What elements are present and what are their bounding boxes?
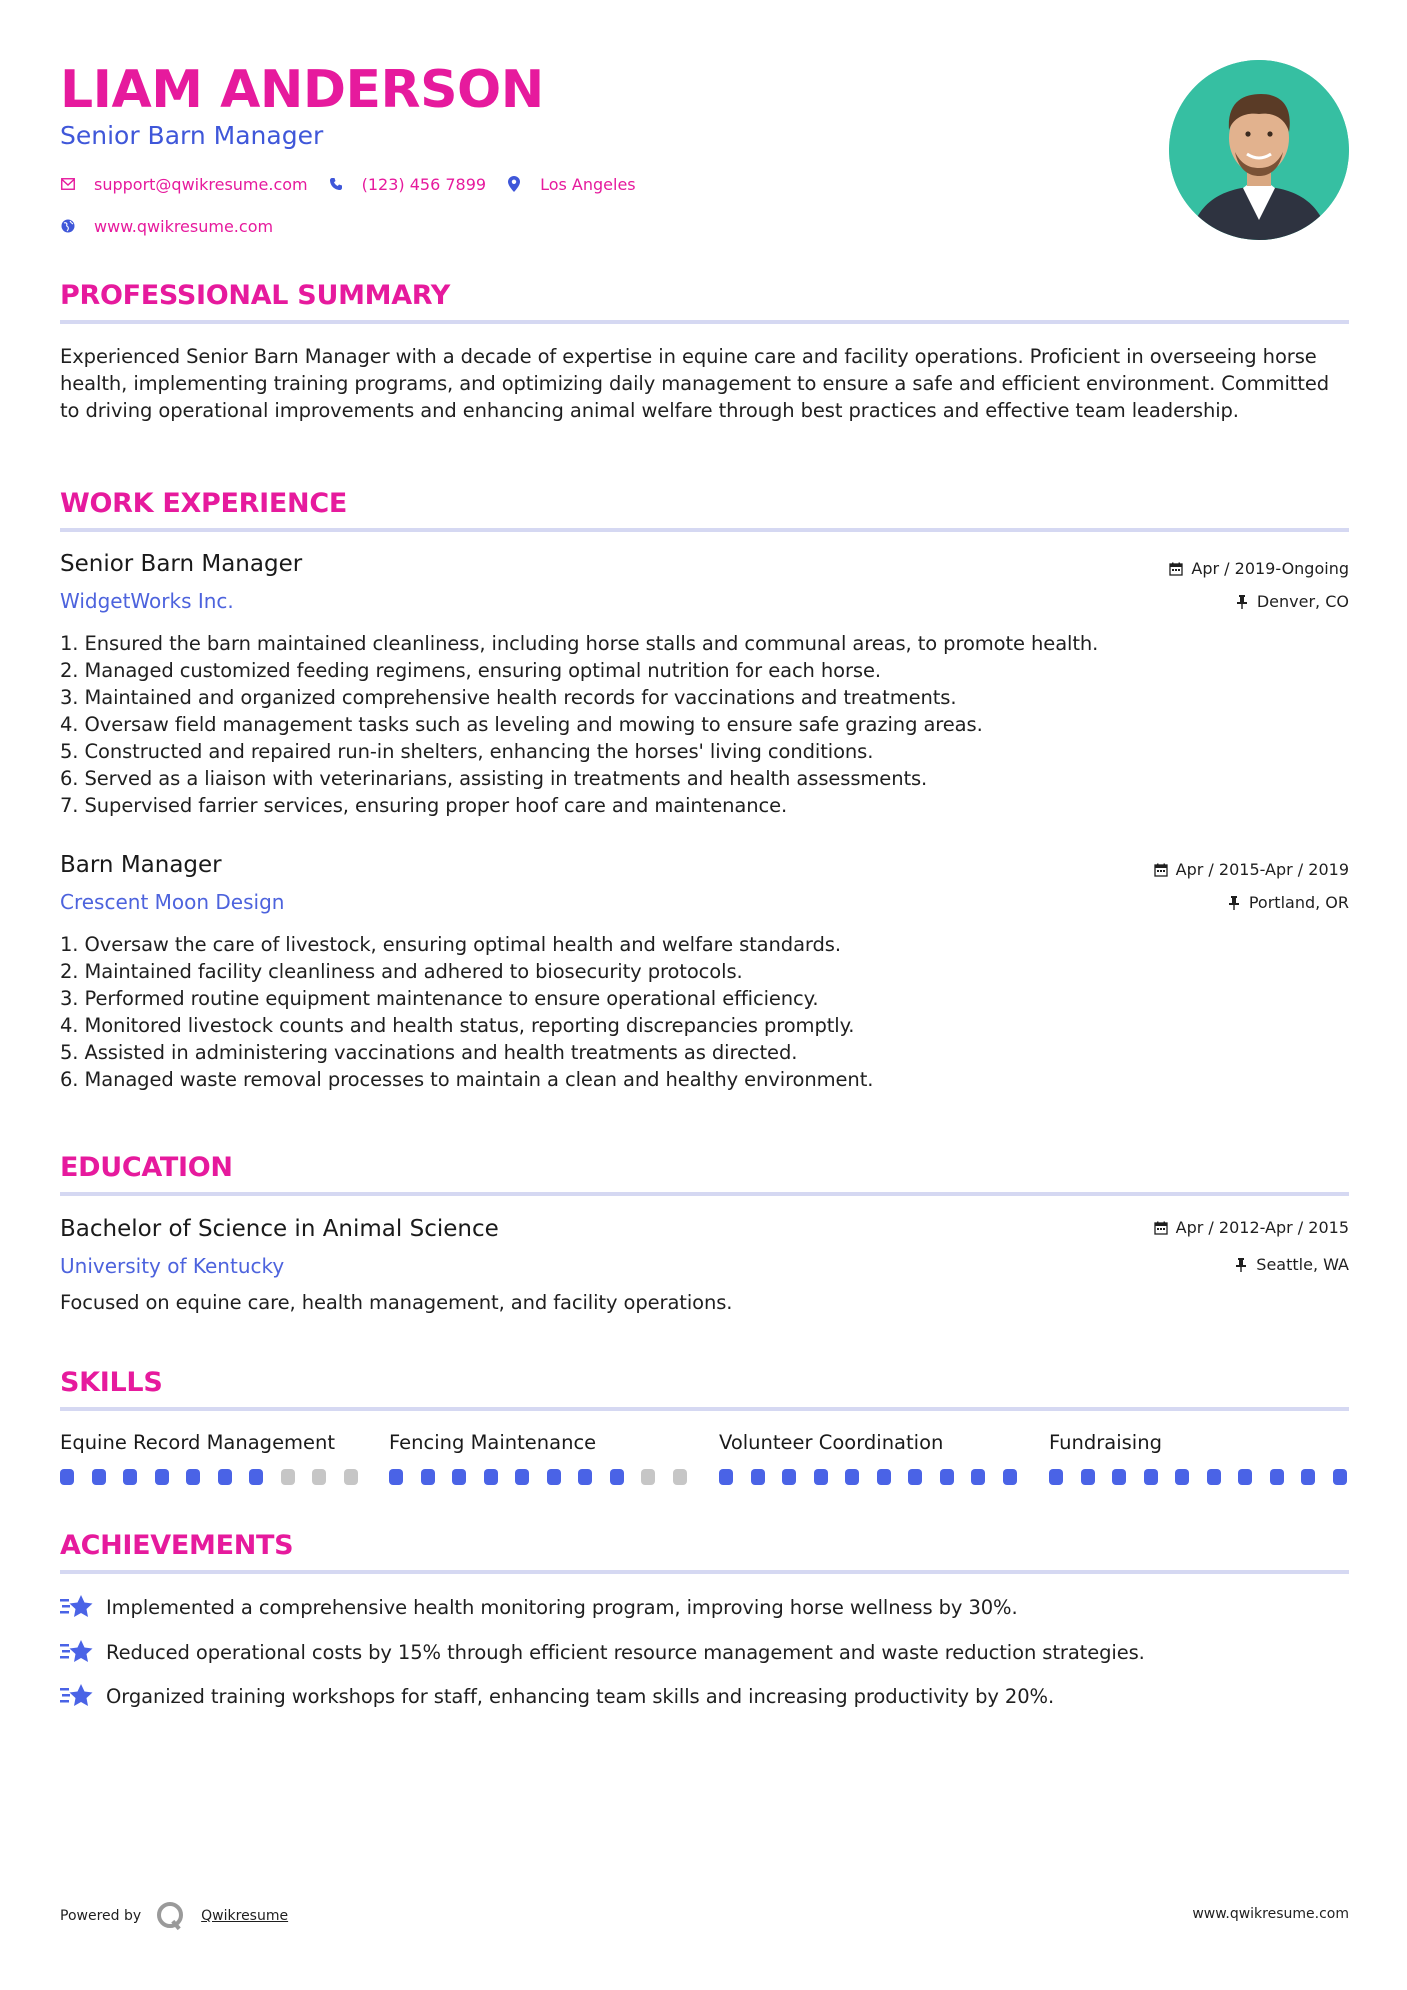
job-title: Barn Manager (60, 852, 222, 878)
section-divider (60, 1407, 1349, 1411)
list-item: 5. Constructed and repaired run-in shelters, enhancing the horses' living conditions. (60, 740, 874, 763)
email-link[interactable]: support@qwikresume.com (94, 174, 308, 194)
rating-dot-filled (389, 1469, 403, 1485)
phone-number: (123) 456 7899 (361, 174, 487, 194)
qwikresume-link[interactable]: Qwikresume (201, 1908, 289, 1924)
education-dates (1154, 1217, 1349, 1239)
map-pin-icon (506, 176, 522, 192)
rating-dot-filled (578, 1469, 592, 1485)
skill-rating (719, 1469, 1034, 1485)
rating-dot-filled (814, 1469, 828, 1485)
rating-dot-filled (123, 1469, 137, 1485)
section-divider (60, 320, 1349, 324)
rating-dot-filled (610, 1469, 624, 1485)
rating-dot-filled (218, 1469, 232, 1485)
rating-dot-filled (782, 1469, 796, 1485)
skill-name: Fencing Maintenance (389, 1431, 597, 1454)
skill-name: Equine Record Management (60, 1431, 336, 1454)
education-description: Focused on equine care, health management, and facility operations. (60, 1291, 733, 1314)
date-range: Apr / 2012-Apr / 2015 (1175, 1218, 1349, 1237)
star-icon (60, 1638, 94, 1666)
summary-heading: PROFESSIONAL SUMMARY (60, 280, 451, 311)
rating-dot-filled (908, 1469, 922, 1485)
date-range: Apr / 2015-Apr / 2019 (1175, 860, 1349, 879)
job-dates (1154, 859, 1349, 881)
job-location (1235, 591, 1349, 613)
rating-dot-filled (1144, 1469, 1158, 1485)
job-bullets (60, 630, 1349, 819)
rating-dot-filled (60, 1469, 74, 1485)
list-item: 4. Oversaw field management tasks such as leveling and mowing to ensure safe grazing areas. (60, 713, 983, 736)
rating-dot-filled (940, 1469, 954, 1485)
location: Portland, OR (1248, 893, 1349, 912)
skill-item (1049, 1430, 1349, 1456)
date-range: Apr / 2019-Ongoing (1191, 559, 1349, 578)
skills-heading: SKILLS (60, 1367, 163, 1398)
pushpin-icon (1227, 896, 1241, 910)
rating-dot-filled (186, 1469, 200, 1485)
calendar-icon (1154, 1221, 1168, 1235)
contact-row-web (60, 215, 293, 237)
list-item: 2. Maintained facility cleanliness and adhered to biosecurity protocols. (60, 960, 743, 983)
skill-item (719, 1430, 1019, 1456)
rating-dot-empty (344, 1469, 358, 1485)
rating-dot-filled (421, 1469, 435, 1485)
contact-row (60, 173, 656, 195)
rating-dot-filled (1003, 1469, 1017, 1485)
rating-dot-empty (673, 1469, 687, 1485)
rating-dot-filled (1270, 1469, 1284, 1485)
rating-dot-filled (1049, 1469, 1063, 1485)
list-item: 1. Oversaw the care of livestock, ensuring optimal health and welfare standards. (60, 933, 841, 956)
rating-dot-empty (312, 1469, 326, 1485)
qwikresume-logo-icon (155, 1900, 187, 1932)
education-location (1234, 1254, 1349, 1276)
rating-dot-filled (845, 1469, 859, 1485)
section-divider (60, 1570, 1349, 1574)
rating-dot-filled (971, 1469, 985, 1485)
rating-dot-filled (1207, 1469, 1221, 1485)
rating-dot-filled (155, 1469, 169, 1485)
achievement-text: Implemented a comprehensive health monitoring program, improving horse wellness by 30%. (106, 1595, 1018, 1619)
calendar-icon (1154, 863, 1168, 877)
rating-dot-filled (877, 1469, 891, 1485)
rating-dot-filled (1081, 1469, 1095, 1485)
rating-dot-filled (1238, 1469, 1252, 1485)
experience-heading: WORK EXPERIENCE (60, 488, 347, 519)
list-item: 2. Managed customized feeding regimens, ensuring optimal nutrition for each horse. (60, 659, 881, 682)
section-divider (60, 528, 1349, 532)
phone-icon (328, 176, 344, 192)
location: Denver, CO (1256, 592, 1349, 611)
school-name: University of Kentucky (60, 1254, 285, 1278)
education-heading: EDUCATION (60, 1152, 233, 1183)
rating-dot-filled (249, 1469, 263, 1485)
rating-dot-filled (719, 1469, 733, 1485)
rating-dot-filled (1333, 1469, 1347, 1485)
location-text: Los Angeles (540, 174, 636, 194)
list-item: 6. Served as a liaison with veterinarians, assisting in treatments and health assessments. (60, 767, 928, 790)
skill-item (60, 1430, 360, 1456)
skill-rating (389, 1469, 704, 1485)
rating-dot-empty (281, 1469, 295, 1485)
achievement-text: Reduced operational costs by 15% through efficient resource management and waste reduction strategies. (106, 1640, 1145, 1664)
list-item: 4. Monitored livestock counts and health status, reporting discrepancies promptly. (60, 1014, 855, 1037)
skill-rating (1049, 1469, 1364, 1485)
job-bullets (60, 931, 1349, 1093)
candidate-role: Senior Barn Manager (60, 121, 324, 150)
candidate-name: LIAM ANDERSON (60, 60, 544, 120)
company-name: Crescent Moon Design (60, 890, 285, 914)
list-item: 3. Maintained and organized comprehensive health records for vaccinations and treatments. (60, 686, 957, 709)
achievement-text: Organized training workshops for staff, enhancing team skills and increasing productivity by 20%. (106, 1684, 1055, 1708)
powered-by-label: Powered by (60, 1908, 142, 1924)
skill-name: Fundraising (1049, 1431, 1162, 1454)
rating-dot-filled (1301, 1469, 1315, 1485)
job-dates (1169, 558, 1349, 580)
job-location (1227, 892, 1349, 914)
pushpin-icon (1234, 1258, 1248, 1272)
skill-item (389, 1430, 689, 1456)
profile-photo (1169, 60, 1349, 240)
rating-dot-filled (547, 1469, 561, 1485)
pushpin-icon (1235, 595, 1249, 609)
rating-dot-filled (452, 1469, 466, 1485)
list-item: 6. Managed waste removal processes to maintain a clean and healthy environment. (60, 1068, 874, 1091)
achievements-heading: ACHIEVEMENTS (60, 1530, 294, 1561)
rating-dot-empty (641, 1469, 655, 1485)
list-item: 1. Ensured the barn maintained cleanliness, including horse stalls and communal areas, to promote health. (60, 632, 1099, 655)
rating-dot-filled (1112, 1469, 1126, 1485)
rating-dot-filled (1175, 1469, 1189, 1485)
star-icon (60, 1593, 94, 1621)
achievement-item (60, 1592, 1018, 1622)
envelope-icon (60, 176, 76, 192)
globe-icon (60, 218, 76, 234)
achievement-item (60, 1681, 1054, 1711)
footer-website-link[interactable]: www.qwikresume.com (1192, 1906, 1349, 1922)
summary-text: Experienced Senior Barn Manager with a decade of expertise in equine care and facility operations. Proficient in overseeing horse health, implementing training programs, and optimizing daily management to ensure a safe and efficient environment. Committed to driving operational improvements and enhancing animal welfare through best practices and effective team leadership. (60, 345, 1330, 422)
rating-dot-filled (92, 1469, 106, 1485)
degree-title: Bachelor of Science in Animal Science (60, 1216, 499, 1242)
rating-dot-filled (484, 1469, 498, 1485)
skill-rating (60, 1469, 375, 1485)
list-item: 7. Supervised farrier services, ensuring proper hoof care and maintenance. (60, 794, 788, 817)
rating-dot-filled (751, 1469, 765, 1485)
footer-powered-by (60, 1900, 288, 1932)
company-name: WidgetWorks Inc. (60, 589, 234, 613)
achievement-item (60, 1637, 1145, 1667)
section-divider (60, 1192, 1349, 1196)
calendar-icon (1169, 562, 1183, 576)
job-title: Senior Barn Manager (60, 551, 303, 577)
star-icon (60, 1682, 94, 1710)
rating-dot-filled (515, 1469, 529, 1485)
list-item: 5. Assisted in administering vaccinations and health treatments as directed. (60, 1041, 798, 1064)
website-link[interactable]: www.qwikresume.com (94, 216, 274, 236)
list-item: 3. Performed routine equipment maintenance to ensure operational efficiency. (60, 987, 819, 1010)
location: Seattle, WA (1256, 1255, 1349, 1274)
skill-name: Volunteer Coordination (719, 1431, 944, 1454)
